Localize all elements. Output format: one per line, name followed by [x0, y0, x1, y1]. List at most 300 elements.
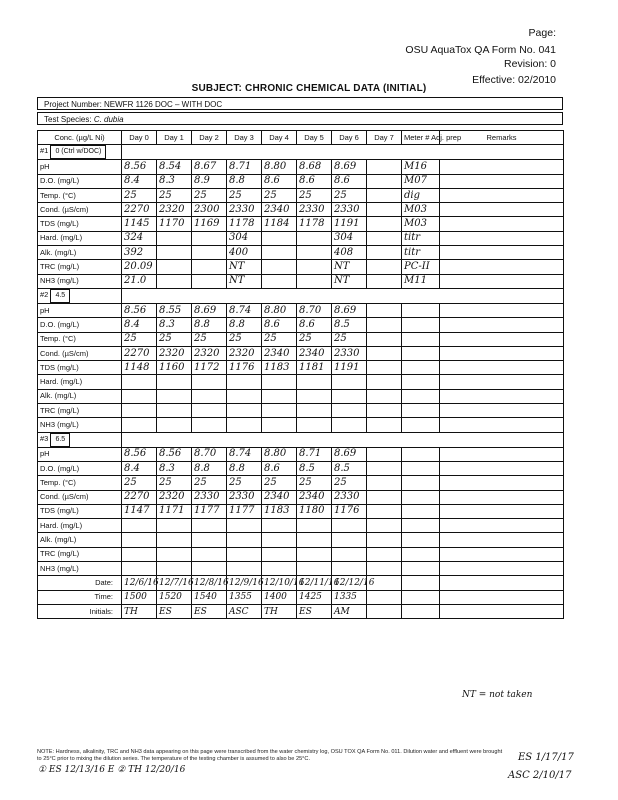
data-cell — [157, 562, 192, 576]
param-label: Temp. (°C) — [38, 332, 122, 346]
footer-cell: AM — [332, 604, 367, 618]
data-cell — [297, 547, 332, 561]
param-label: NH3 (mg/L) — [38, 418, 122, 432]
footer-cell: ASC — [227, 604, 262, 618]
data-cell — [262, 274, 297, 288]
data-cell: 8.6 — [262, 174, 297, 188]
data-cell — [367, 404, 402, 418]
data-cell — [367, 547, 402, 561]
data-cell: 8.56 — [122, 160, 157, 174]
data-cell — [367, 361, 402, 375]
group-spacer — [122, 288, 564, 303]
data-cell: 1160 — [157, 361, 192, 375]
table-row — [38, 188, 564, 202]
param-label: TDS (mg/L) — [38, 217, 122, 231]
footer-cell: ES — [192, 604, 227, 618]
remarks-cell — [440, 418, 564, 432]
effective-date: Effective: 02/2010 — [472, 74, 556, 86]
footer-label: Initials: — [38, 604, 122, 618]
test-species — [37, 112, 563, 125]
data-cell — [227, 519, 262, 533]
data-cell: 25 — [157, 476, 192, 490]
footer-label: Date: — [38, 576, 122, 590]
data-cell — [297, 246, 332, 260]
data-cell — [157, 533, 192, 547]
data-cell: 2340 — [297, 490, 332, 504]
data-cell: 1183 — [262, 361, 297, 375]
param-label: TDS (mg/L) — [38, 504, 122, 518]
data-cell — [402, 504, 440, 518]
data-cell: 1178 — [227, 217, 262, 231]
data-cell — [157, 246, 192, 260]
data-cell: M16 — [402, 160, 440, 174]
data-cell: 8.9 — [192, 174, 227, 188]
data-cell — [367, 332, 402, 346]
data-cell — [192, 519, 227, 533]
param-label: TRC (mg/L) — [38, 547, 122, 561]
group-concentration: 4.5 — [50, 289, 70, 303]
remarks-cell — [440, 246, 564, 260]
data-cell: 8.6 — [262, 461, 297, 475]
data-cell: dig — [402, 188, 440, 202]
data-cell: 1177 — [227, 504, 262, 518]
footer-cell: 12/6/16 — [122, 576, 157, 590]
footer-cell: 12/11/16 — [297, 576, 332, 590]
footer-row — [38, 604, 564, 618]
data-cell: 21.0 — [122, 274, 157, 288]
data-cell: 25 — [122, 476, 157, 490]
data-cell — [157, 519, 192, 533]
footer-cell — [367, 590, 402, 604]
data-cell — [332, 375, 367, 389]
param-label: Cond. (µS/cm) — [38, 346, 122, 360]
data-cell: 2330 — [332, 490, 367, 504]
remarks-cell — [440, 404, 564, 418]
table-row — [38, 231, 564, 245]
param-label: Temp. (°C) — [38, 476, 122, 490]
data-cell — [227, 533, 262, 547]
remarks-cell — [440, 476, 564, 490]
data-cell — [367, 188, 402, 202]
group-label — [38, 432, 122, 447]
data-cell: 25 — [297, 476, 332, 490]
data-cell: 25 — [122, 332, 157, 346]
remarks-cell — [440, 260, 564, 274]
conc-header: Conc. (µg/L Ni) — [38, 131, 122, 145]
remarks-cell — [440, 547, 564, 561]
data-cell: 8.6 — [297, 318, 332, 332]
param-label: pH — [38, 160, 122, 174]
data-cell: 8.54 — [157, 160, 192, 174]
data-cell — [157, 260, 192, 274]
data-cell — [402, 361, 440, 375]
footer-cell: 12/9/16 — [227, 576, 262, 590]
data-cell — [262, 533, 297, 547]
data-cell: 8.69 — [332, 160, 367, 174]
data-cell: 8.67 — [192, 160, 227, 174]
data-cell — [367, 174, 402, 188]
data-cell — [192, 547, 227, 561]
footer-cell: 12/8/16 — [192, 576, 227, 590]
group-spacer — [122, 145, 564, 160]
data-cell — [367, 303, 402, 317]
footer-meter-cell — [402, 604, 440, 618]
data-cell — [367, 562, 402, 576]
data-cell: 2330 — [332, 346, 367, 360]
data-cell — [297, 274, 332, 288]
param-label: Cond. (µS/cm) — [38, 203, 122, 217]
data-cell: 8.3 — [157, 174, 192, 188]
data-cell: 324 — [122, 231, 157, 245]
footer-meter-cell — [402, 590, 440, 604]
data-cell: 8.6 — [332, 174, 367, 188]
data-cell: 8.71 — [297, 447, 332, 461]
data-cell: 1181 — [297, 361, 332, 375]
data-cell — [192, 260, 227, 274]
data-cell — [367, 203, 402, 217]
remarks-cell — [440, 346, 564, 360]
footer-cell: 1335 — [332, 590, 367, 604]
table-row — [38, 174, 564, 188]
data-cell: NT — [332, 274, 367, 288]
remarks-cell — [440, 504, 564, 518]
data-cell — [227, 389, 262, 403]
data-cell: 1191 — [332, 217, 367, 231]
data-cell — [402, 547, 440, 561]
table-row — [38, 490, 564, 504]
data-cell: 8.5 — [332, 461, 367, 475]
data-cell: 8.5 — [297, 461, 332, 475]
footnote: NOTE: Hardness, alkalinity, TRC and NH3 data appearing on this page were transcribed from the water chemistry log, OSU TOX QA Form No. 011. Dilution water and effluent were brought to 25°C prior to mixing the dilution series. The temperature of the testing chamber is assumed to also be 25°C. — [37, 749, 503, 762]
remarks-cell — [440, 490, 564, 504]
data-cell — [367, 519, 402, 533]
data-cell — [367, 260, 402, 274]
data-cell — [122, 533, 157, 547]
footer-cell: TH — [262, 604, 297, 618]
table-row — [38, 260, 564, 274]
data-cell: 304 — [227, 231, 262, 245]
footer-row — [38, 576, 564, 590]
data-cell — [402, 418, 440, 432]
day-header-0: Day 0 — [122, 131, 157, 145]
data-cell: 25 — [332, 188, 367, 202]
data-cell: 408 — [332, 246, 367, 260]
remarks-cell — [440, 447, 564, 461]
data-cell — [297, 418, 332, 432]
data-cell: 1184 — [262, 217, 297, 231]
data-cell — [367, 461, 402, 475]
data-cell — [367, 160, 402, 174]
data-cell — [402, 346, 440, 360]
table-row — [38, 303, 564, 317]
data-cell: 1177 — [192, 504, 227, 518]
data-cell — [122, 404, 157, 418]
footer-cell: 1425 — [297, 590, 332, 604]
data-cell — [367, 490, 402, 504]
species-label: Test Species: — [44, 115, 92, 124]
table-row — [38, 203, 564, 217]
data-cell — [227, 418, 262, 432]
data-cell — [402, 404, 440, 418]
data-cell — [332, 533, 367, 547]
data-cell — [192, 562, 227, 576]
footer-cell: 1400 — [262, 590, 297, 604]
remarks-cell — [440, 174, 564, 188]
data-cell — [297, 389, 332, 403]
form-number: OSU AquaTox QA Form No. 041 — [405, 44, 556, 56]
remarks-cell — [440, 188, 564, 202]
data-cell: 8.71 — [227, 160, 262, 174]
data-cell — [157, 274, 192, 288]
data-cell — [332, 519, 367, 533]
data-cell: 2320 — [192, 346, 227, 360]
remark-note: NT = not taken — [462, 690, 533, 700]
data-cell — [227, 404, 262, 418]
footer-remarks-cell — [440, 590, 564, 604]
footer-row — [38, 590, 564, 604]
table-row — [38, 562, 564, 576]
data-cell — [297, 231, 332, 245]
data-cell: 25 — [332, 332, 367, 346]
remarks-cell — [440, 303, 564, 317]
remarks-cell — [440, 160, 564, 174]
remarks-cell — [440, 318, 564, 332]
data-cell: 2340 — [262, 346, 297, 360]
data-cell: titr — [402, 246, 440, 260]
footer-cell: 12/10/16 — [262, 576, 297, 590]
chemical-data-table — [37, 130, 564, 619]
day-header-3: Day 3 — [227, 131, 262, 145]
day-header-2: Day 2 — [192, 131, 227, 145]
table-row — [38, 533, 564, 547]
param-label: D.O. (mg/L) — [38, 174, 122, 188]
table-row — [38, 361, 564, 375]
remarks-cell — [440, 375, 564, 389]
data-cell — [402, 447, 440, 461]
data-cell: 2330 — [227, 490, 262, 504]
data-cell: 8.8 — [227, 461, 262, 475]
footer-cell: 12/12/16 — [332, 576, 367, 590]
data-cell — [367, 274, 402, 288]
data-cell — [367, 346, 402, 360]
data-cell — [367, 318, 402, 332]
data-cell: 8.6 — [262, 318, 297, 332]
data-cell: 1180 — [297, 504, 332, 518]
data-cell: 8.8 — [192, 461, 227, 475]
footer-cell: 1540 — [192, 590, 227, 604]
data-cell: 1176 — [227, 361, 262, 375]
data-cell: NT — [227, 260, 262, 274]
subject-title: SUBJECT: CHRONIC CHEMICAL DATA (INITIAL) — [191, 83, 427, 94]
data-cell: 8.8 — [227, 318, 262, 332]
data-cell: 25 — [192, 188, 227, 202]
remarks-cell — [440, 361, 564, 375]
data-cell: 2320 — [157, 346, 192, 360]
data-cell: 1178 — [297, 217, 332, 231]
data-cell — [367, 246, 402, 260]
remarks-cell — [440, 461, 564, 475]
remarks-cell — [440, 533, 564, 547]
data-cell: 25 — [122, 188, 157, 202]
data-cell — [192, 231, 227, 245]
table-row — [38, 346, 564, 360]
data-cell: 1176 — [332, 504, 367, 518]
data-cell: 8.69 — [192, 303, 227, 317]
data-cell: 8.4 — [122, 318, 157, 332]
param-label: NH3 (mg/L) — [38, 274, 122, 288]
data-cell — [367, 389, 402, 403]
project-number: Project Number: NEWFR 1126 DOC – WITH DOC — [37, 97, 563, 110]
table-row — [38, 332, 564, 346]
footer-cell: ES — [157, 604, 192, 618]
data-cell — [402, 562, 440, 576]
param-label: Cond. (µS/cm) — [38, 490, 122, 504]
remarks-cell — [440, 274, 564, 288]
param-label: Hard. (mg/L) — [38, 519, 122, 533]
data-cell: 2340 — [297, 346, 332, 360]
data-cell: M07 — [402, 174, 440, 188]
data-cell — [332, 389, 367, 403]
group-concentration: 0 (Ctrl w/DOC) — [50, 145, 106, 159]
data-cell — [402, 303, 440, 317]
data-cell: 8.70 — [192, 447, 227, 461]
data-cell: 25 — [192, 476, 227, 490]
table-row — [38, 447, 564, 461]
review-signoff-2: ASC 2/10/17 — [508, 770, 572, 781]
data-cell: 25 — [227, 332, 262, 346]
data-cell — [402, 519, 440, 533]
data-cell — [157, 231, 192, 245]
data-cell: 8.56 — [122, 447, 157, 461]
param-label: pH — [38, 447, 122, 461]
data-cell: NT — [227, 274, 262, 288]
footer-label: Time: — [38, 590, 122, 604]
table-row — [38, 418, 564, 432]
data-cell: 25 — [227, 476, 262, 490]
data-cell: 2340 — [262, 490, 297, 504]
footer-cell — [367, 604, 402, 618]
data-cell: 2270 — [122, 490, 157, 504]
data-cell — [192, 274, 227, 288]
footer-cell: 12/7/16 — [157, 576, 192, 590]
data-cell: 8.74 — [227, 447, 262, 461]
data-cell: 2320 — [157, 203, 192, 217]
remarks-cell — [440, 332, 564, 346]
table-row — [38, 504, 564, 518]
data-cell — [332, 562, 367, 576]
param-label: D.O. (mg/L) — [38, 461, 122, 475]
data-cell: 1145 — [122, 217, 157, 231]
data-cell — [192, 533, 227, 547]
data-cell: 2320 — [157, 490, 192, 504]
footer-cell: ES — [297, 604, 332, 618]
data-cell — [332, 547, 367, 561]
data-cell: 2330 — [192, 490, 227, 504]
data-cell: 1170 — [157, 217, 192, 231]
data-cell: 1171 — [157, 504, 192, 518]
param-label: NH3 (mg/L) — [38, 562, 122, 576]
data-cell — [157, 404, 192, 418]
param-label: TRC (mg/L) — [38, 260, 122, 274]
remarks-cell — [440, 203, 564, 217]
data-cell — [122, 547, 157, 561]
remarks-cell — [440, 217, 564, 231]
data-cell — [297, 562, 332, 576]
data-cell: 8.56 — [157, 447, 192, 461]
param-label: Alk. (mg/L) — [38, 389, 122, 403]
data-cell: 1172 — [192, 361, 227, 375]
review-signoff-1: ES 1/17/17 — [518, 752, 574, 763]
data-cell: 1191 — [332, 361, 367, 375]
footer-meter-cell — [402, 576, 440, 590]
footer-cell: TH — [122, 604, 157, 618]
table-row — [38, 246, 564, 260]
species-name: C. dubia — [93, 115, 124, 124]
data-cell: 25 — [297, 332, 332, 346]
table-row — [38, 389, 564, 403]
data-cell: 8.55 — [157, 303, 192, 317]
footer-remarks-cell — [440, 604, 564, 618]
param-label: Temp. (°C) — [38, 188, 122, 202]
data-cell — [367, 476, 402, 490]
data-cell — [192, 389, 227, 403]
data-cell: NT — [332, 260, 367, 274]
group-spacer — [122, 432, 564, 447]
group-concentration: 6.5 — [50, 433, 70, 447]
data-cell: 2320 — [227, 346, 262, 360]
data-cell — [402, 490, 440, 504]
param-label: Alk. (mg/L) — [38, 533, 122, 547]
data-cell: 392 — [122, 246, 157, 260]
data-cell — [122, 519, 157, 533]
table-row — [38, 547, 564, 561]
data-cell — [157, 375, 192, 389]
data-cell: 8.56 — [122, 303, 157, 317]
data-cell — [227, 375, 262, 389]
data-cell: 8.6 — [297, 174, 332, 188]
day-header-7: Day 7 — [367, 131, 402, 145]
data-cell: 2270 — [122, 203, 157, 217]
data-cell — [402, 461, 440, 475]
data-cell: 8.80 — [262, 447, 297, 461]
data-cell — [402, 476, 440, 490]
data-cell — [192, 246, 227, 260]
data-cell: 8.4 — [122, 174, 157, 188]
data-cell: 2330 — [297, 203, 332, 217]
data-cell — [157, 547, 192, 561]
param-label: D.O. (mg/L) — [38, 318, 122, 332]
data-cell: M03 — [402, 217, 440, 231]
data-cell — [262, 389, 297, 403]
data-cell: 20.09 — [122, 260, 157, 274]
data-cell: 8.8 — [227, 174, 262, 188]
data-cell: 8.3 — [157, 461, 192, 475]
param-label: TDS (mg/L) — [38, 361, 122, 375]
data-cell — [227, 562, 262, 576]
data-cell — [262, 519, 297, 533]
data-cell — [262, 246, 297, 260]
data-cell — [157, 418, 192, 432]
data-cell — [332, 418, 367, 432]
data-cell — [367, 418, 402, 432]
table-row — [38, 274, 564, 288]
day-header-6: Day 6 — [332, 131, 367, 145]
group-number: #1 — [40, 146, 49, 156]
data-cell — [262, 375, 297, 389]
table-row — [38, 461, 564, 475]
data-cell — [402, 332, 440, 346]
param-label: TRC (mg/L) — [38, 404, 122, 418]
